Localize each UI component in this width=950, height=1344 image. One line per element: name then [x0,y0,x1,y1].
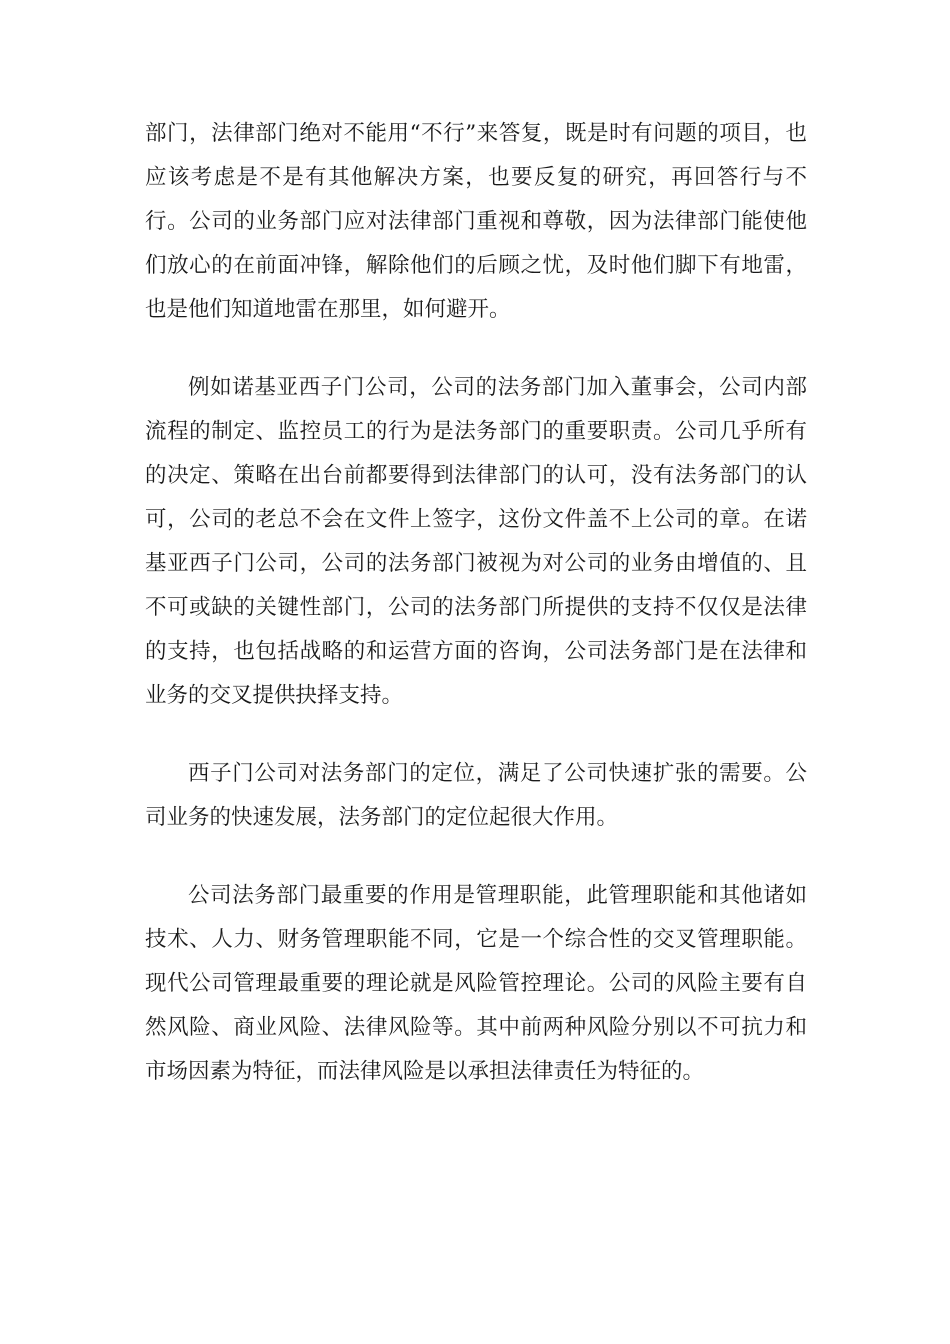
paragraph-4: 公司法务部门最重要的作用是管理职能，此管理职能和其他诸如技术、人力、财务管理职能不同，它是一个综合性的交叉管理职能。现代公司管理最重要的理论就是风险管控理论。公司的风险主要有自然风险、商业风险、法律风险等。其中前两种风险分别以不可抗力和市场因素为特征，而法律风险是以承担法律责任为特征的。 [145,883,807,1084]
paragraph-3: 西子门公司对法务部门的定位，满足了公司快速扩张的需要。公司业务的快速发展，法务部门的定位起很大作用。 [145,761,807,830]
paragraph-1: 部门，法律部门绝对不能用“不行”来答复，既是时有问题的项目，也应该考虑是不是有其他解决方案，也要反复的研究，再回答行与不行。公司的业务部门应对法律部门重视和尊敬，因为法律部门能使他们放心的在前面冲锋，解除他们的后顾之忧，及时他们脚下有地雷，也是他们知道地雷在那里，如何避开。 [145,121,807,322]
document-body [145,112,807,1094]
paragraph-2: 例如诺基亚西子门公司，公司的法务部门加入董事会，公司内部流程的制定、监控员工的行为是法务部门的重要职责。公司几乎所有的决定、策略在出台前都要得到法律部门的认可，没有法务部门的认可，公司的老总不会在文件上签字，这份文件盖不上公司的章。在诺基亚西子门公司，公司的法务部门被视为对公司的业务由增值的、且不可或缺的关键性部门，公司的法务部门所提供的支持不仅仅是法律的支持，也包括战略的和运营方面的咨询，公司法务部门是在法律和业务的交叉提供抉择支持。 [145,375,807,708]
